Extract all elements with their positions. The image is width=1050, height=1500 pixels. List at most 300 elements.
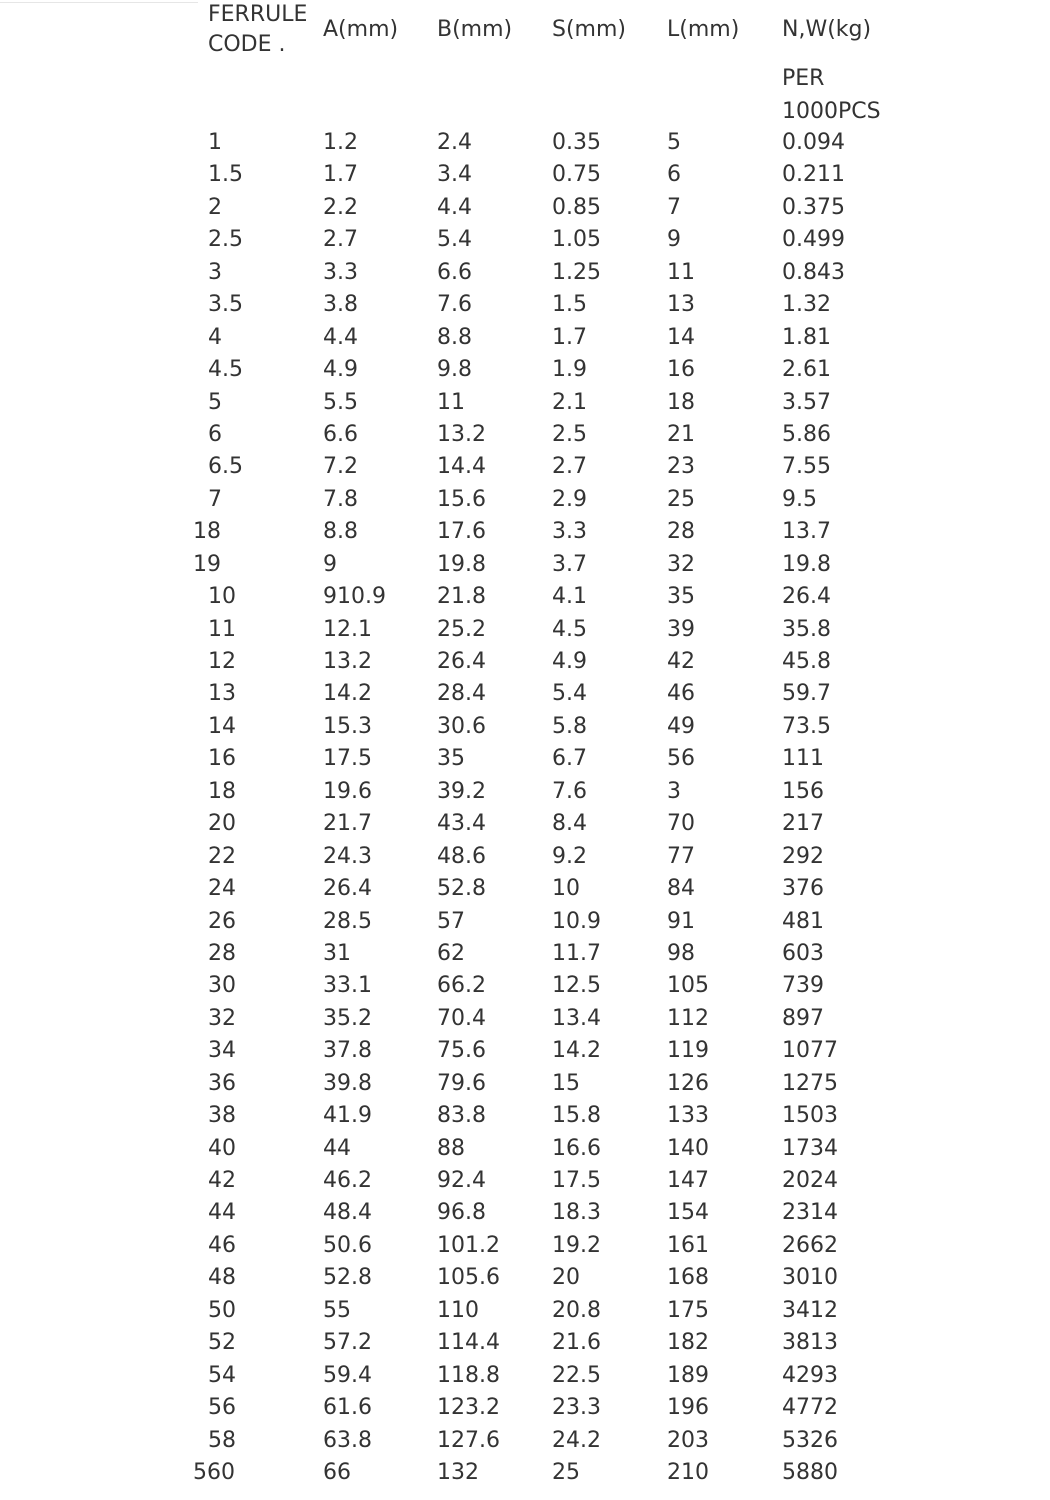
cell-code: 18: [208, 778, 236, 804]
cell-code: 48: [208, 1265, 236, 1291]
cell-l: 35: [667, 584, 695, 610]
cell-nw: 5880: [782, 1459, 838, 1485]
cell-nw: 3.57: [782, 389, 831, 415]
cell-nw: 4772: [782, 1395, 838, 1421]
cell-code: 13: [208, 681, 236, 707]
cell-nw: 19.8: [782, 551, 831, 577]
cell-code: 34: [208, 1038, 236, 1064]
cell-s: 5.4: [552, 681, 587, 707]
cell-code: 26: [208, 908, 236, 934]
cell-code: 44: [208, 1200, 236, 1226]
cell-a: 66: [323, 1459, 351, 1485]
cell-nw: 897: [782, 1005, 824, 1031]
cell-s: 11.7: [552, 940, 601, 966]
cell-a: 50.6: [323, 1232, 372, 1258]
cell-s: 20.8: [552, 1297, 601, 1323]
cell-l: 23: [667, 454, 695, 480]
header-ferrule-code: [208, 0, 318, 60]
table-row: [0, 614, 1050, 646]
cell-nw: 9.5: [782, 486, 817, 512]
cell-s: 14.2: [552, 1038, 601, 1064]
cell-b: 6.6: [437, 259, 472, 285]
cell-b: 4.4: [437, 194, 472, 220]
cell-s: 24.2: [552, 1427, 601, 1453]
cell-code: 46: [208, 1232, 236, 1258]
cell-code: 5: [208, 389, 222, 415]
cell-b: 132: [437, 1459, 479, 1485]
cell-s: 7.6: [552, 778, 587, 804]
cell-l: 147: [667, 1168, 709, 1193]
cell-nw: 1503: [782, 1103, 838, 1129]
cell-nw: 0.499: [782, 227, 845, 253]
cell-a: 24.3: [323, 843, 372, 869]
cell-l: 21: [667, 421, 695, 447]
cell-s: 15: [552, 1070, 580, 1096]
cell-b: 92.4: [437, 1168, 486, 1193]
cell-code: 38: [208, 1103, 236, 1129]
cell-nw: 3010: [782, 1265, 838, 1291]
cell-l: 39: [667, 616, 695, 642]
cell-l: 3: [667, 778, 681, 804]
table-row: [0, 646, 1050, 678]
header-nw-kg: N,W(kg): [782, 17, 872, 42]
cell-b: 21.8: [437, 584, 486, 610]
cell-s: 1.05: [552, 227, 601, 253]
cell-code: 6: [208, 421, 222, 447]
cell-l: 16: [667, 357, 695, 383]
cell-l: 42: [667, 649, 695, 674]
table-row: [0, 970, 1050, 1002]
cell-l: 18: [667, 389, 695, 415]
cell-a: 28.5: [323, 908, 372, 934]
table-row: [0, 1360, 1050, 1392]
cell-l: 182: [667, 1330, 709, 1356]
cell-nw: 0.094: [782, 130, 845, 155]
cell-nw: 3813: [782, 1330, 838, 1356]
cell-a: 7.8: [323, 486, 358, 512]
cell-s: 0.35: [552, 130, 601, 155]
header-b-mm: B(mm): [437, 17, 513, 42]
cell-b: 114.4: [437, 1330, 500, 1356]
cell-l: 32: [667, 551, 695, 577]
cell-code: 19: [193, 551, 221, 577]
cell-s: 21.6: [552, 1330, 601, 1356]
cell-l: 119: [667, 1038, 709, 1064]
cell-l: 168: [667, 1265, 709, 1291]
cell-l: 98: [667, 940, 695, 966]
cell-s: 3.7: [552, 551, 587, 577]
header-a-mm: A(mm): [323, 17, 399, 42]
header-l-mm: L(mm): [667, 17, 740, 42]
cell-nw: 0.211: [782, 162, 845, 188]
cell-b: 39.2: [437, 778, 486, 804]
cell-b: 83.8: [437, 1103, 486, 1129]
table-row: [0, 354, 1050, 386]
cell-nw: 1734: [782, 1135, 838, 1161]
cell-l: 46: [667, 681, 695, 707]
table-row: [0, 938, 1050, 970]
cell-a: 12.1: [323, 616, 372, 642]
cell-b: 19.8: [437, 551, 486, 577]
table-row: [0, 322, 1050, 354]
cell-code: 16: [208, 746, 236, 772]
cell-nw: 1.32: [782, 292, 831, 318]
cell-a: 910.9: [323, 584, 386, 610]
cell-l: 210: [667, 1459, 709, 1485]
cell-b: 75.6: [437, 1038, 486, 1064]
cell-code: 50: [208, 1297, 236, 1323]
cell-code: 36: [208, 1070, 236, 1096]
cell-code: 18: [193, 519, 221, 545]
cell-b: 105.6: [437, 1265, 500, 1291]
table-row: [0, 1457, 1050, 1489]
cell-s: 25: [552, 1459, 580, 1485]
table-row: [0, 387, 1050, 419]
cell-l: 9: [667, 227, 681, 253]
cell-a: 39.8: [323, 1070, 372, 1096]
cell-b: 25.2: [437, 616, 486, 642]
table-row: [0, 678, 1050, 710]
cell-a: 15.3: [323, 713, 372, 739]
cell-nw: 73.5: [782, 713, 831, 739]
cell-s: 13.4: [552, 1005, 601, 1031]
cell-nw: 5.86: [782, 421, 831, 447]
cell-nw: 26.4: [782, 584, 831, 610]
cell-a: 31: [323, 940, 351, 966]
cell-a: 26.4: [323, 876, 372, 902]
cell-s: 10: [552, 876, 580, 902]
cell-a: 2.2: [323, 194, 358, 220]
cell-l: 49: [667, 713, 695, 739]
cell-s: 20: [552, 1265, 580, 1291]
cell-b: 52.8: [437, 876, 486, 902]
cell-code: 10: [208, 584, 236, 610]
cell-nw: 35.8: [782, 616, 831, 642]
cell-code: 2: [208, 194, 222, 220]
cell-b: 28.4: [437, 681, 486, 707]
cell-b: 3.4: [437, 162, 472, 188]
table-row: [0, 451, 1050, 483]
cell-a: 3.3: [323, 259, 358, 285]
cell-a: 35.2: [323, 1005, 372, 1031]
cell-nw: 5326: [782, 1427, 838, 1453]
cell-l: 175: [667, 1297, 709, 1323]
table-row: [0, 1425, 1050, 1457]
cell-b: 96.8: [437, 1200, 486, 1226]
cell-nw: 45.8: [782, 649, 831, 674]
table-row: [0, 257, 1050, 289]
cell-b: 66.2: [437, 973, 486, 999]
cell-a: 52.8: [323, 1265, 372, 1291]
cell-b: 17.6: [437, 519, 486, 545]
table-row: [0, 1165, 1050, 1197]
cell-l: 126: [667, 1070, 709, 1096]
cell-s: 1.5: [552, 292, 587, 318]
cell-code: 4.5: [208, 357, 243, 383]
table-row: [0, 743, 1050, 775]
table-row: [0, 1262, 1050, 1294]
cell-nw: 156: [782, 778, 824, 804]
cell-l: 189: [667, 1362, 709, 1388]
cell-s: 2.7: [552, 454, 587, 480]
cell-code: 52: [208, 1330, 236, 1356]
header-nw-unit-line-1: PER: [782, 66, 825, 91]
header-nw-unit-line-2: 1000PCS: [782, 99, 881, 124]
cell-l: 112: [667, 1005, 709, 1031]
cell-a: 2.7: [323, 227, 358, 253]
table-row: [0, 192, 1050, 224]
cell-code: 560: [193, 1459, 235, 1485]
cell-b: 26.4: [437, 649, 486, 674]
cell-a: 57.2: [323, 1330, 372, 1356]
header-code-line-2: CODE .: [208, 32, 286, 57]
cell-nw: 111: [782, 746, 824, 772]
cell-b: 9.8: [437, 357, 472, 383]
table-row: [0, 549, 1050, 581]
cell-code: 28: [208, 940, 236, 966]
cell-s: 3.3: [552, 519, 587, 545]
table-row: [0, 516, 1050, 548]
cell-l: 203: [667, 1427, 709, 1453]
table-row: [0, 1035, 1050, 1067]
table-body: [0, 127, 1050, 1489]
cell-a: 13.2: [323, 649, 372, 674]
cell-a: 63.8: [323, 1427, 372, 1453]
cell-b: 118.8: [437, 1362, 500, 1388]
cell-b: 14.4: [437, 454, 486, 480]
cell-b: 5.4: [437, 227, 472, 253]
cell-nw: 4293: [782, 1362, 838, 1388]
table-row: [0, 289, 1050, 321]
cell-nw: 481: [782, 908, 824, 934]
top-divider: [0, 2, 198, 3]
table-row: [0, 1197, 1050, 1229]
cell-b: 15.6: [437, 486, 486, 512]
cell-s: 2.1: [552, 389, 587, 415]
cell-code: 58: [208, 1427, 236, 1453]
cell-code: 1: [208, 130, 222, 155]
cell-a: 48.4: [323, 1200, 372, 1226]
cell-nw: 1275: [782, 1070, 838, 1096]
table-row: [0, 776, 1050, 808]
cell-a: 33.1: [323, 973, 372, 999]
cell-a: 4.4: [323, 324, 358, 350]
cell-a: 1.2: [323, 130, 358, 155]
table-row: [0, 1230, 1050, 1262]
table-row: [0, 159, 1050, 191]
cell-a: 41.9: [323, 1103, 372, 1129]
cell-b: 62: [437, 940, 465, 966]
cell-l: 25: [667, 486, 695, 512]
cell-l: 154: [667, 1200, 709, 1226]
cell-s: 8.4: [552, 811, 587, 837]
cell-s: 6.7: [552, 746, 587, 772]
cell-a: 1.7: [323, 162, 358, 188]
cell-s: 4.1: [552, 584, 587, 610]
cell-code: 42: [208, 1168, 236, 1193]
cell-b: 127.6: [437, 1427, 500, 1453]
cell-s: 16.6: [552, 1135, 601, 1161]
cell-s: 19.2: [552, 1232, 601, 1258]
cell-code: 11: [208, 616, 236, 642]
table-row: [0, 1295, 1050, 1327]
cell-b: 13.2: [437, 421, 486, 447]
cell-nw: 1.81: [782, 324, 831, 350]
cell-a: 6.6: [323, 421, 358, 447]
cell-b: 79.6: [437, 1070, 486, 1096]
cell-b: 48.6: [437, 843, 486, 869]
table-row: [0, 1327, 1050, 1359]
cell-b: 110: [437, 1297, 479, 1323]
table-row: [0, 906, 1050, 938]
cell-s: 5.8: [552, 713, 587, 739]
cell-nw: 2.61: [782, 357, 831, 383]
cell-l: 70: [667, 811, 695, 837]
cell-code: 3.5: [208, 292, 243, 318]
cell-s: 4.9: [552, 649, 587, 674]
cell-code: 30: [208, 973, 236, 999]
cell-s: 10.9: [552, 908, 601, 934]
cell-s: 23.3: [552, 1395, 601, 1421]
cell-nw: 2314: [782, 1200, 838, 1226]
cell-code: 56: [208, 1395, 236, 1421]
cell-s: 1.9: [552, 357, 587, 383]
cell-nw: 217: [782, 811, 824, 837]
cell-l: 11: [667, 259, 695, 285]
cell-l: 13: [667, 292, 695, 318]
cell-s: 15.8: [552, 1103, 601, 1129]
table-row: [0, 1100, 1050, 1132]
cell-b: 57: [437, 908, 465, 934]
cell-s: 0.75: [552, 162, 601, 188]
cell-nw: 2662: [782, 1232, 838, 1258]
cell-b: 7.6: [437, 292, 472, 318]
cell-l: 84: [667, 876, 695, 902]
table-row: [0, 1392, 1050, 1424]
header-nw-unit: [782, 62, 881, 128]
cell-code: 6.5: [208, 454, 243, 480]
cell-code: 40: [208, 1135, 236, 1161]
cell-s: 4.5: [552, 616, 587, 642]
cell-nw: 2024: [782, 1168, 838, 1193]
cell-code: 3: [208, 259, 222, 285]
table-row: [0, 419, 1050, 451]
cell-a: 9: [323, 551, 337, 577]
cell-nw: 7.55: [782, 454, 831, 480]
cell-b: 43.4: [437, 811, 486, 837]
cell-nw: 13.7: [782, 519, 831, 545]
table-row: [0, 1003, 1050, 1035]
cell-s: 12.5: [552, 973, 601, 999]
cell-b: 123.2: [437, 1395, 500, 1421]
table-row: [0, 873, 1050, 905]
cell-l: 161: [667, 1232, 709, 1258]
table-row: [0, 484, 1050, 516]
cell-a: 14.2: [323, 681, 372, 707]
table-row: [0, 1068, 1050, 1100]
cell-a: 44: [323, 1135, 351, 1161]
cell-nw: 0.843: [782, 259, 845, 285]
cell-s: 18.3: [552, 1200, 601, 1226]
cell-b: 2.4: [437, 130, 472, 155]
cell-code: 12: [208, 649, 236, 674]
cell-b: 101.2: [437, 1232, 500, 1258]
cell-l: 105: [667, 973, 709, 999]
cell-a: 21.7: [323, 811, 372, 837]
table-row: [0, 581, 1050, 613]
cell-a: 59.4: [323, 1362, 372, 1388]
cell-a: 37.8: [323, 1038, 372, 1064]
cell-l: 5: [667, 130, 681, 155]
cell-nw: 292: [782, 843, 824, 869]
cell-nw: 739: [782, 973, 824, 999]
cell-s: 1.7: [552, 324, 587, 350]
cell-nw: 1077: [782, 1038, 838, 1064]
cell-code: 14: [208, 713, 236, 739]
cell-l: 28: [667, 519, 695, 545]
cell-l: 7: [667, 194, 681, 220]
table-row: [0, 808, 1050, 840]
cell-code: 54: [208, 1362, 236, 1388]
cell-l: 56: [667, 746, 695, 772]
cell-code: 7: [208, 486, 222, 512]
cell-l: 140: [667, 1135, 709, 1161]
table-row: [0, 224, 1050, 256]
cell-b: 8.8: [437, 324, 472, 350]
cell-a: 8.8: [323, 519, 358, 545]
cell-l: 6: [667, 162, 681, 188]
cell-b: 30.6: [437, 713, 486, 739]
cell-s: 2.9: [552, 486, 587, 512]
cell-a: 3.8: [323, 292, 358, 318]
table-row: [0, 711, 1050, 743]
cell-a: 46.2: [323, 1168, 372, 1193]
table-row: [0, 1133, 1050, 1165]
cell-code: 24: [208, 876, 236, 902]
cell-code: 32: [208, 1005, 236, 1031]
cell-l: 91: [667, 908, 695, 934]
cell-code: 4: [208, 324, 222, 350]
table-row: [0, 841, 1050, 873]
cell-code: 20: [208, 811, 236, 837]
cell-s: 0.85: [552, 194, 601, 220]
cell-s: 17.5: [552, 1168, 601, 1193]
cell-a: 17.5: [323, 746, 372, 772]
cell-code: 1.5: [208, 162, 243, 188]
cell-s: 22.5: [552, 1362, 601, 1388]
cell-a: 55: [323, 1297, 351, 1323]
cell-a: 5.5: [323, 389, 358, 415]
cell-s: 9.2: [552, 843, 587, 869]
cell-nw: 603: [782, 940, 824, 966]
cell-l: 14: [667, 324, 695, 350]
cell-nw: 3412: [782, 1297, 838, 1323]
cell-nw: 0.375: [782, 194, 845, 220]
header-code-line-1: FERRULE: [208, 2, 308, 27]
cell-s: 2.5: [552, 421, 587, 447]
cell-b: 70.4: [437, 1005, 486, 1031]
table-row: [0, 127, 1050, 159]
cell-a: 4.9: [323, 357, 358, 383]
cell-b: 35: [437, 746, 465, 772]
header-s-mm: S(mm): [552, 17, 626, 42]
cell-code: 2.5: [208, 227, 243, 253]
cell-l: 77: [667, 843, 695, 869]
cell-code: 22: [208, 843, 236, 869]
cell-s: 1.25: [552, 259, 601, 285]
cell-nw: 59.7: [782, 681, 831, 707]
cell-a: 61.6: [323, 1395, 372, 1421]
